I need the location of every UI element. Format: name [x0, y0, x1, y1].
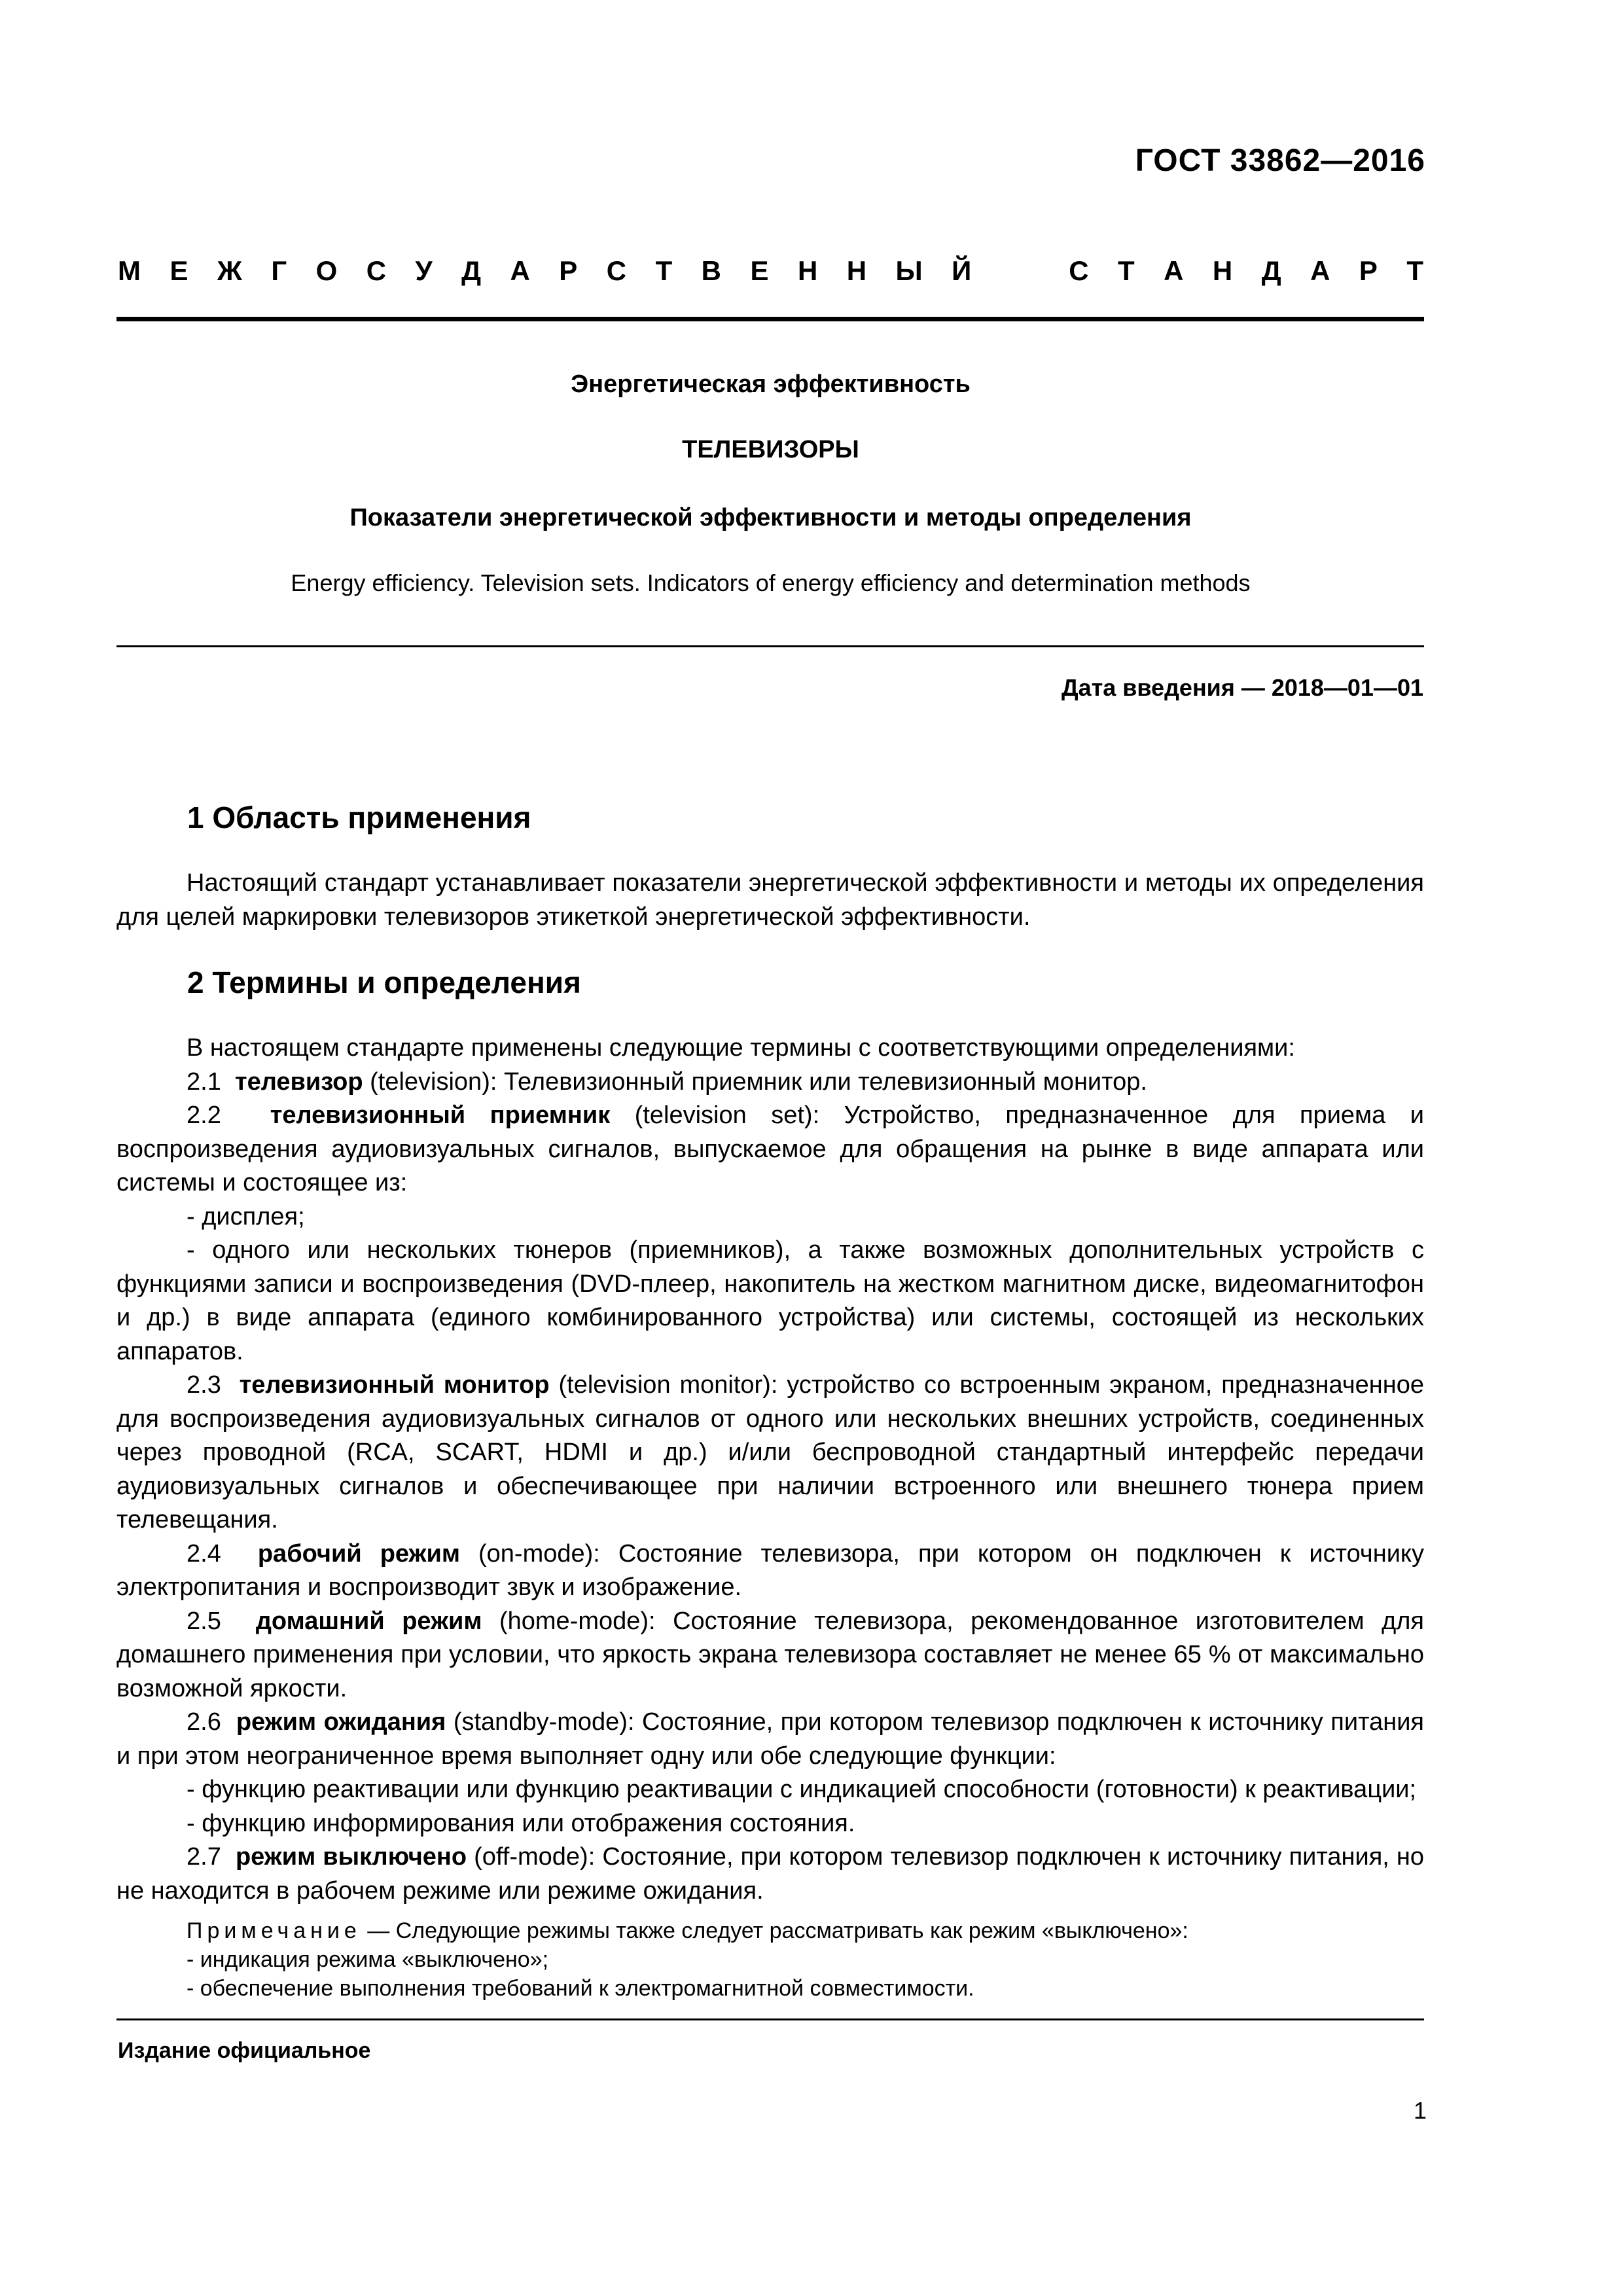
banner-letter: Н: [797, 255, 818, 286]
term-number: 2.5: [187, 1607, 221, 1635]
banner-letter: Й: [952, 255, 972, 286]
banner-letter: Н: [846, 255, 867, 286]
bottom-rule: [116, 2018, 1424, 2020]
title-english: Energy efficiency. Television sets. Indicators of energy efficiency and determination methods: [291, 569, 1251, 596]
term-name: телевизионный монитор: [239, 1371, 550, 1399]
term-name: рабочий режим: [257, 1539, 460, 1568]
banner-letter: Т: [1406, 255, 1423, 286]
banner-letter: В: [701, 255, 722, 286]
banner-letter: Т: [1118, 255, 1135, 286]
title-indicators: Показатели энергетической эффективности и методы определения: [349, 504, 1192, 531]
banner-letter: М: [118, 255, 141, 286]
banner-letter: Е: [169, 255, 188, 286]
section-2-intro: В настоящем стандарте применены следующие термины с соответствующими определениями:: [187, 1034, 1295, 1062]
note-item: - индикация режима «выключено»;: [187, 1947, 549, 1972]
note-item: - обеспечение выполнения требований к электромагнитной совместимости.: [187, 1976, 974, 2001]
term-2-5: [116, 1605, 1424, 1706]
banner-letter: Р: [1359, 255, 1378, 286]
term-number: 2.6: [187, 1708, 221, 1736]
banner-word-gap: [1001, 255, 1040, 287]
top-rule: [116, 317, 1424, 321]
page-number: 1: [1413, 2097, 1427, 2124]
term-definition: (television monitor): устройство со встроенным экраном, предназначенное для воспроизведения аудиовизуальных сигналов от одного или нескольких внешних устройств, соединенных через проводной (RCA, SCART, HDMI и др.) и/или беспроводной стандартный интерфейс передачи аудиовизуальных сигналов и обеспечивающее при наличии встроенного или внешнего тюнера прием телевещания.: [116, 1371, 1425, 1534]
term-name: режим выключено: [235, 1843, 467, 1871]
banner-letter: Т: [655, 255, 673, 286]
section-1-body: [116, 867, 1424, 934]
section-2-heading: 2 Термины и определения: [187, 965, 581, 999]
term-definition: (on-mode): Состояние телевизора, при котором он подключен к источнику электропитания и воспроизводит звук и изображение.: [116, 1539, 1424, 1601]
list-item: - функцию информирования или отображения состояния.: [187, 1809, 855, 1837]
banner-letter: С: [606, 255, 627, 286]
term-number: 2.4: [187, 1539, 221, 1568]
banner-letter: У: [415, 255, 433, 286]
introduction-date: Дата введения — 2018—01—01: [1061, 674, 1423, 701]
banner-letter: Г: [271, 255, 287, 286]
note-text: — Следующие режимы также следует рассматривать как режим «выключено»:: [361, 1918, 1188, 1943]
term-2-3: [116, 1369, 1424, 1537]
list-item: - функцию реактивации или функцию реактивации с индикацией способности (готовности) к реактивации;: [187, 1776, 1417, 1803]
title-energy-efficiency: Энергетическая эффективность: [571, 370, 971, 398]
list-item: - одного или нескольких тюнеров (приемников), а также возможных дополнительных устройств с функциями записи и воспроизведения (DVD-плеер, накопитель на жестком магнитном диске, видеомагнитофон и др.) в виде аппарата (единого комбинированного устройства) или системы, состоящей из нескольких аппаратов.: [116, 1236, 1424, 1365]
section-2-body: [116, 1031, 1424, 1908]
term-number: 2.7: [187, 1843, 221, 1871]
term-definition: (television set): Устройство, предназначенное для приема и воспроизведения аудиовизуальных сигналов, выпускаемое для обращения на рынке в виде аппарата или системы и состоящее из:: [116, 1102, 1424, 1196]
list-item: - дисплея;: [187, 1202, 305, 1230]
banner-letter: Р: [559, 255, 578, 286]
official-edition-label: Издание официальное: [118, 2038, 371, 2063]
term-name: домашний режим: [255, 1607, 482, 1635]
section-1-heading: 1 Область применения: [187, 800, 531, 834]
banner-letter: А: [510, 255, 530, 286]
term-2-4: [116, 1537, 1424, 1605]
term-definition: (television): Телевизионный приемник или телевизионный монитор.: [363, 1067, 1147, 1096]
term-number: 2.1: [187, 1067, 221, 1096]
note-label: Примечание: [187, 1918, 361, 1943]
note-line: [116, 1916, 1424, 1945]
banner-letter: Д: [461, 255, 482, 286]
term-name: телевизионный приемник: [270, 1102, 611, 1129]
banner-letter: Д: [1261, 255, 1281, 286]
term-number: 2.2: [187, 1102, 221, 1129]
title-rule: [116, 645, 1424, 647]
section-1-paragraph: Настоящий стандарт устанавливает показатели энергетической эффективности и методы их определения для целей маркировки телевизоров этикеткой энергетической эффективности.: [116, 869, 1424, 931]
note-block: [116, 1916, 1424, 2003]
term-number: 2.3: [187, 1371, 221, 1399]
banner-letter: Н: [1212, 255, 1233, 286]
banner-letter: С: [366, 255, 387, 286]
term-2-1: [116, 1066, 1424, 1100]
document-number: ГОСТ 33862—2016: [1135, 143, 1425, 178]
term-definition: (home-mode): Состояние телевизора, рекомендованное изготовителем для домашнего применения при условии, что яркость экрана телевизора составляет не менее 65 % от максимально возможной яркости.: [116, 1607, 1425, 1702]
title-televisions: ТЕЛЕВИЗОРЫ: [682, 436, 859, 463]
term-2-6: [116, 1706, 1424, 1773]
banner-letter: Е: [750, 255, 769, 286]
term-2-7: [116, 1840, 1424, 1908]
term-definition: (standby-mode): Состояние, при котором телевизор подключен к источнику питания и при этом неограниченное время выполняет одну или обе следующие функции:: [116, 1708, 1424, 1770]
term-name: телевизор: [234, 1067, 363, 1096]
standard-banner: [118, 255, 1423, 287]
term-name: режим ожидания: [236, 1708, 446, 1736]
banner-letter: А: [1164, 255, 1184, 286]
banner-letter: Ы: [895, 255, 923, 286]
banner-letter: С: [1069, 255, 1089, 286]
banner-letter: Ж: [217, 255, 242, 286]
term-2-2: [116, 1099, 1424, 1200]
banner-letter: А: [1310, 255, 1330, 286]
banner-letter: О: [315, 255, 338, 286]
term-definition: (off-mode): Состояние, при котором телевизор подключен к источнику питания, но не находится в рабочем режиме или режиме ожидания.: [116, 1843, 1425, 1905]
